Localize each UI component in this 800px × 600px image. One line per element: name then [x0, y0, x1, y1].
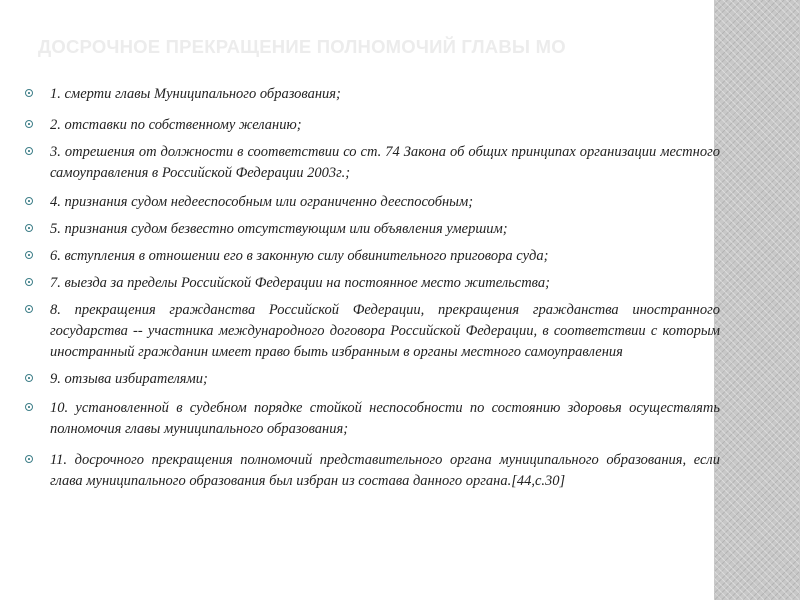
bullet-icon [25, 251, 33, 259]
decorative-side-stripe [714, 0, 800, 600]
list-item-text: 7. выезда за пределы Российской Федерации на постоянное место жительства; [50, 275, 550, 291]
list-item-text: 11. досрочного прекращения полномочий представительного органа муниципального образования, если глава муниципального образования был избран из состава данного органа.[44,с.30] [50, 452, 720, 489]
bullet-icon [25, 147, 33, 155]
list-item-text: 10. установленной в судебном порядке стойкой неспособности по состоянию здоровья осуществлять полномочия главы муниципального образования; [50, 400, 720, 437]
list-item [18, 398, 720, 440]
list-item-text: 1. смерти главы Муниципального образования; [50, 86, 341, 102]
list-item [18, 369, 720, 390]
list-item [18, 192, 720, 213]
list-item-text: 6. вступления в отношении его в законную силу обвинительного приговора суда; [50, 248, 549, 264]
list-item [18, 219, 720, 240]
bullet-list [18, 84, 720, 492]
bullet-icon [25, 305, 33, 313]
list-item-text: 3. отрешения от должности в соответствии со ст. 74 Закона об общих принципах организации местного самоуправления в Российской Федерации 2003г.; [50, 144, 720, 181]
list-item-text: 2. отставки по собственному желанию; [50, 117, 302, 133]
list-item [18, 273, 720, 294]
list-item-text: 8. прекращения гражданства Российской Федерации, прекращения гражданства иностранного государства -- участника международного договора Российской Федерации, в соответствии с которым иностранный гражданин имеет право быть избранным в органы местного самоуправления [50, 302, 720, 360]
list-item [18, 450, 720, 492]
bullet-icon [25, 224, 33, 232]
list-item-text: 9. отзыва избирателями; [50, 371, 208, 387]
list-item [18, 246, 720, 267]
list-item [18, 115, 720, 136]
bullet-icon [25, 120, 33, 128]
list-item [18, 84, 720, 105]
bullet-icon [25, 278, 33, 286]
bullet-icon [25, 197, 33, 205]
list-item-text: 5. признания судом безвестно отсутствующим или объявления умершим; [50, 221, 508, 237]
list-item-text: 4. признания судом недееспособным или ограниченно дееспособным; [50, 194, 474, 210]
slide-title: ДОСРОЧНОЕ ПРЕКРАЩЕНИЕ ПОЛНОМОЧИЙ ГЛАВЫ МО [38, 36, 566, 57]
bullet-icon [25, 455, 33, 463]
list-item [18, 300, 720, 363]
bullet-icon [25, 403, 33, 411]
list-item [18, 142, 720, 184]
bullet-icon [25, 89, 33, 97]
bullet-icon [25, 374, 33, 382]
